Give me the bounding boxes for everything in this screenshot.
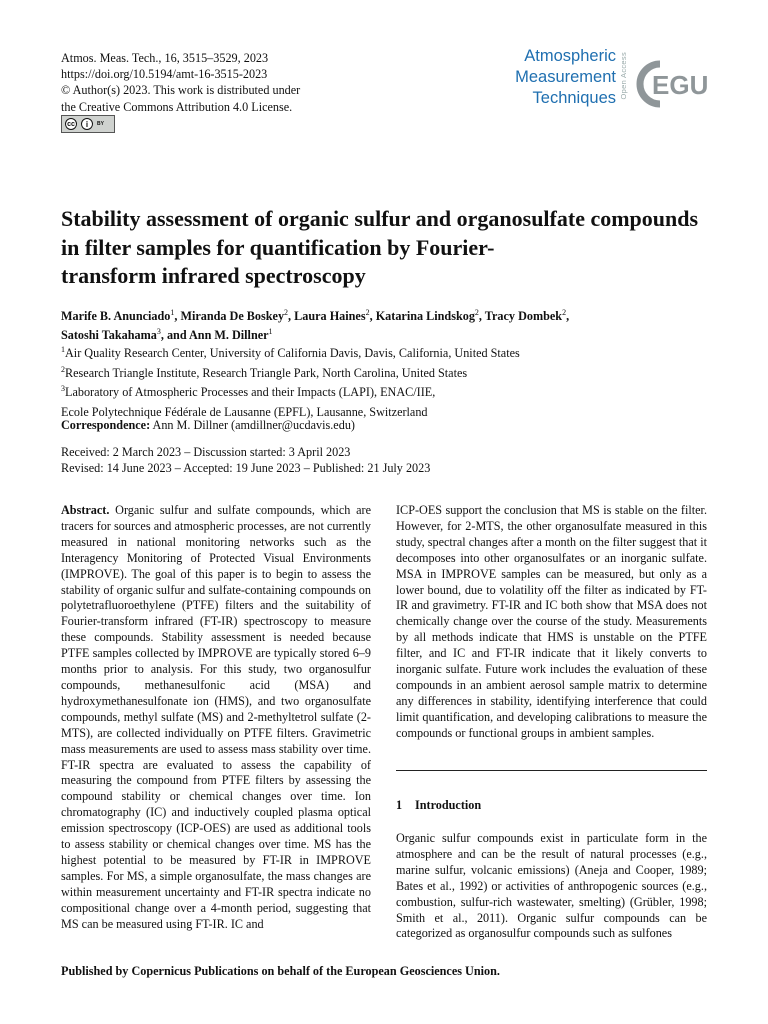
by-label: BY <box>97 121 104 127</box>
correspondence-label: Correspondence: <box>61 418 151 432</box>
affiliation-number: 3 <box>61 384 65 394</box>
author-separator: , <box>369 309 376 324</box>
author-separator: , and <box>160 328 189 343</box>
egu-logo <box>634 58 710 110</box>
journal-name-line: Atmospheric <box>524 47 616 65</box>
cc-by-license-badge[interactable] <box>61 115 115 133</box>
author-separator: , <box>288 309 295 324</box>
author-name: Satoshi Takahama <box>61 328 157 343</box>
author-affiliation: 3 <box>156 327 161 337</box>
open-access-label: Open Access <box>619 52 628 100</box>
introduction-text: Organic sulfur compounds exist in particulate form in the atmosphere and can be the result of natural processes (e.g., marine sulfur, volcanic emissions) (Aneja and Cooper, 1989; Bates et al., 1992) or activities of anthropogenic sources (e.g., combustion, sulfur-rich wastewater, smelting) (Grübler, 1998; Smith et al., 2011). Organic sulfur compounds can be categorized as organosulfur compounds such as sulfones <box>396 831 707 941</box>
publication-dates <box>61 444 430 476</box>
abstract-left-column <box>61 503 371 932</box>
affiliation-text: Laboratory of Atmospheric Processes and their Impacts (LAPI), ENAC/IIE, <box>65 385 436 400</box>
citation-block <box>61 50 300 115</box>
correspondence <box>61 417 355 433</box>
abstract-text: Organic sulfur and sulfate compounds, which are tracers for sources and atmospheric processes, are not currently measured in national monitoring networks such as the Interagency Monitoring of Protected Visual Environments (IMPROVE). The goal of this paper is to begin to assess the stability of organic sulfur and sulfate-containing compounds on polytetrafluoroethylene (PTFE) filters and the suitability of Fourier-transform infrared (FT-IR) spectroscopy to measure these compounds. Stability assessment is needed because PTFE samples collected by IMPROVE are typically stored 6–9 months prior to analysis. For this study, two organosulfur compounds, methanesulfonic acid (MSA) and hydroxymethanesulfonate ion (HMS), and two organosulfate compounds, methyl sulfate (MS) and 2-methyltetrol sulfate (2-MTS), are collected individually on PTFE filters. Gravimetric mass measurements are used to assess mass stability over time. FT-IR spectra are evaluated to assess the capability of measuring the compound from PTFE filters by assessing the compound stability or chemical changes over time. Ion chromatography (IC) and inductively coupled plasma optical emission spectroscopy (ICP-OES) are used as additional tools to assess stability or chemical changes over time. MS has the highest potential to be measured by FT-IR in IMPROVE samples. For MS, a simple organosulfate, the mass changes are within measurement uncertainty and FT-IR spectra indicate no compositional change over a 4-month period, suggesting that MS can be measured using FT-IR. IC and <box>61 503 371 931</box>
author-affiliation: 1 <box>268 327 273 337</box>
author-separator: , <box>566 309 570 324</box>
journal-name-line: Measurement <box>515 68 616 86</box>
author-name: Katarina Lindskog <box>375 309 475 324</box>
author-name: Ann M. Dillner <box>188 328 269 343</box>
copyright-line: © Author(s) 2023. This work is distributed under <box>61 83 301 98</box>
affiliation-list <box>61 342 520 421</box>
author-list <box>61 305 721 344</box>
egu-logo-text: EGU <box>652 70 709 100</box>
author-separator: , <box>478 309 485 324</box>
author-name: Marife B. Anunciado <box>61 309 171 324</box>
correspondence-text[interactable]: Ann M. Dillner (amdillner@ucdavis.edu) <box>152 418 355 432</box>
title-line: Stability assessment of organic sulfur and organosulfate compounds <box>61 206 699 231</box>
author-affiliation: 2 <box>284 308 289 317</box>
title-line: transform infrared spectroscopy <box>61 263 366 288</box>
author-name: Laura Haines <box>294 309 366 324</box>
title-line: in filter samples for quantification by Fourier- <box>61 234 495 260</box>
author-affiliation: 1 <box>170 308 175 317</box>
paper-title <box>61 205 721 291</box>
affiliation-text: Air Quality Research Center, University of California Davis, Davis, California, United States <box>65 346 520 361</box>
author-name: Miranda De Boskey <box>180 309 285 324</box>
journal-name-line: Techniques <box>532 89 616 107</box>
affiliation <box>61 362 520 382</box>
dates-line: Received: 2 March 2023 – Discussion started: 3 April 2023 <box>61 445 351 459</box>
attribution-icon: i <box>81 118 93 130</box>
doi-link[interactable]: https://doi.org/10.5194/amt-16-3515-2023 <box>61 67 268 82</box>
author-affiliation: 2 <box>562 308 567 317</box>
license-line: the Creative Commons Attribution 4.0 License. <box>61 99 293 114</box>
cc-icon: cc <box>65 118 77 130</box>
affiliation-number: 1 <box>61 345 65 354</box>
affiliation-number: 2 <box>61 364 65 374</box>
author-affiliation: 2 <box>474 308 479 317</box>
dates-line: Revised: 14 June 2023 – Accepted: 19 June 2023 – Published: 21 July 2023 <box>61 461 431 476</box>
citation-line: Atmos. Meas. Tech., 16, 3515–3529, 2023 <box>61 51 269 65</box>
publisher-footer: Published by Copernicus Publications on behalf of the European Geosciences Union. <box>61 964 500 978</box>
author-name: Tracy Dombek <box>484 309 563 324</box>
author-affiliation: 2 <box>365 308 370 317</box>
section-number: 1 <box>396 798 403 812</box>
section-divider <box>396 770 707 771</box>
section-heading <box>396 798 481 813</box>
abstract-right-column: ICP-OES support the conclusion that MS is stable on the filter. However, for 2-MTS, the other organosulfate measured in this study, spectral changes after a month on the filter suggest that it decomposes into other organosulfates or an inorganic sulfate. MSA in IMPROVE samples can be measured, but only as a lower bound, due to volatility off the filter as indicated by FT-IR and gravimetry. FT-IR and IC both show that MSA does not chemically change over the course of the study. Measurements by all methods indicate that HMS is unstable on the PTFE filter, and IC and FT-IR indicate that it likely converts to inorganic sulfate. Future work includes the evaluation of these compounds in an ambient aerosol sample matrix to determine any differences in stability, identifying interference that could limit quantification, and developing calibrations to measure the compounds or functional groups in ambient samples. <box>396 503 707 740</box>
affiliation <box>61 342 520 362</box>
abstract-label: Abstract. <box>61 503 110 517</box>
affiliation-text: Research Triangle Institute, Research Triangle Park, North Carolina, United States <box>65 365 468 380</box>
affiliation <box>61 381 520 401</box>
affiliation-text: Ecole Polytechnique Fédérale de Lausanne (EPFL), Lausanne, Switzerland <box>61 405 428 420</box>
journal-name <box>497 46 616 109</box>
author-separator: , <box>174 309 181 324</box>
section-title: Introduction <box>415 798 482 812</box>
